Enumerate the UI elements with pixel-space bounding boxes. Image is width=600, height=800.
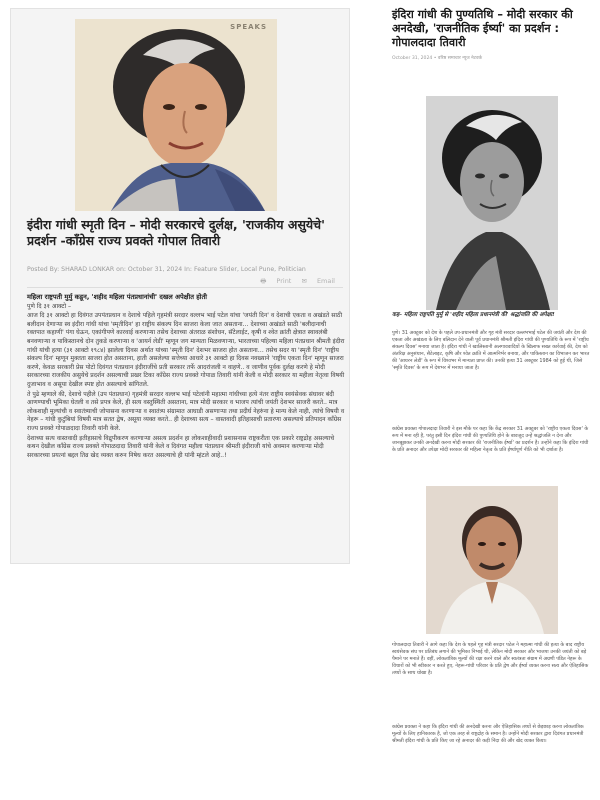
paragraph-1: आज दि ३१ आक्टो हा दिवंगत उपपंतप्रधान व देशाचे पहिले गृहमंत्री सरदार वल्लभ भाई पटेल यांचा 'जयंती दिन' व देशाची एकता व अखंडते साठी बलीदान देणाऱ्या स्व इंदीरा गांधी यांचा 'स्मृतीदिन' हा राष्ट्रीय संकल्प दिन साजरा केला जात असताना… देशाच्या अखंडते साठी 'बलीदानाची रक्तपात कहाणी' पंगा घेऊन, एकांगीपणे कारवाई करणाऱ्या तसेच देशाच्या अंतराळ संशोधन, सॅटेलाईट, कृषी व श्वेत क्रांती क्षेत्रात स्वावलंबी बनवणाऱ्या व पाकिस्तानचे दोन तुकडे करणाऱ्या व 'आयर्न लेडी' म्हणून जग मान्यता मिळवणाऱ्या, भारताच्या पहिल्या महिला पंतप्रधान श्रीमती इंदीरा गांधी यांची हत्या (३१ आक्टो १९८४) झालेला दिवस अर्थात यांच्या 'स्मृती दिन' देशभर साजरा होत असताना… तसेच सदर या 'स्मृती दिन' 'राष्ट्रीय संकल्प दिन' म्हणून मुक्तता साजरा होत असताना, हाती असलेल्या सत्तेच्या आधारे ३१ आक्टो हा दिवस नवख्याने 'राष्ट्रीय एकता दिन' म्हणून साजरा करणे, केवळ सरकारी प्रेस पोटो दिवंगत पंतप्रधान इंदीराजींचे प्रती सरकार तर्फे आदरांजली न वाहणे.. व जाणीव पूर्वक दुर्लक्ष करणे हे मोदी सरकारच्या राजकीय असुयेचे प्रदर्शन असल्याची प्रखर टिका कॉंग्रेस राज्य प्रवक्ते गोपाळ तिवारी यांनी केली व मोदी सरकार या महीला नेतृत्वा विषयी दुजाभाव व असूया देखील स्पष्ट होत असल्याचे सांगितले.	[27, 312, 345, 388]
article-meta	[27, 266, 343, 273]
hindi-paragraph-1: पुणे। 31 अक्टूबर को देश के पहले उप-प्रधानमंत्री और गृह मंत्री सरदार वल्लभभाई पटेल की जयंती और देश की एकता और अखंडता के लिए बलिदान देने वाली पूर्व प्रधानमंत्री श्रीमती इंदिरा गांधी की पुण्यतिथि के रूप में 'राष्ट्रीय संकल्प दिवस' मनाया जाता है। इंदिरा गांधी ने खालिस्तानी अलगाववादियों के खिलाफ सख्त कार्रवाई की, देश को अंतरिक्ष अनुसंधान, सैटेलाइट, कृषि और श्वेत क्रांति में आत्मनिर्भर बनाया, और पाकिस्तान का विभाजन कर भारत की 'आयरन लेडी' के रूप में विश्वभर में मान्यता प्राप्त की। उनकी हत्या 31 अक्टूबर 1984 को हुई थी, जिसे 'स्मृति दिवस' के रूप में देशभर में मनाया जाता है।	[392, 330, 590, 372]
post-date: on: October 31, 2024	[116, 266, 183, 273]
posted-by[interactable]: Posted By: SHARAD LONKAR	[27, 266, 115, 273]
post-category[interactable]: In: Feature Slider, Local Pune, Politician	[184, 266, 306, 273]
article-title[interactable]: इंदीरा गांधी स्मृती दिन – मोदी सरकारचे दुर्लक्ष, 'राजकीय असुयेचे' प्रदर्शन -कॉंग्रेस राज्य प्रवक्ते गोपाल तिवारी	[27, 217, 325, 248]
hindi-paragraph-2: कांग्रेस प्रवक्ता गोपालदादा तिवारी ने इस मौके पर कहा कि केंद्र सरकार 31 अक्टूबर को 'राष्ट्रीय एकता दिवस' के रूप में मना रही है, परंतु इसी दिन इंदिरा गांधी की पुण्यतिथि होने के बावजूद उन्हें श्रद्धांजलि न देना और जानबूझकर उनकी अनदेखी करना मोदी सरकार की 'राजनीतिक ईर्ष्या' का प्रदर्शन है। उन्होंने कहा कि इंदिरा गांधी के प्रति अनादर और उपेक्षा मोदी सरकार की महिला नेतृत्व के प्रति ईर्ष्यापूर्ण नीति को भी दर्शाता है।	[392, 426, 589, 454]
hindi-paragraph-3: गोपालदादा तिवारी ने आगे कहा कि देश के पहले गृह मंत्री सरदार पटेल ने महात्मा गांधी की हत्या के बाद राष्ट्रीय स्वयंसेवक संघ पर प्रतिबंध लगाने की भूमिका निभाई थी, लेकिन मोदी सरकार और भाजपा उनकी जयंती को बड़े पैमाने पर मनाते हैं। वहीं, लोकतांत्रिक मूल्यों की रक्षा करने वाले और स्वतंत्रता संग्राम में अग्रणी पंडित नेहरू के विचारों को भी स्वीकार न करते हुए, नेहरू-गांधी परिवार के प्रति द्वेष और ईर्ष्या व्यक्त करना सत्य और ऐतिहासिक तथ्यों के साथ धोखा है।	[392, 642, 589, 677]
print-label: Print	[276, 277, 292, 285]
paragraph-3: देशाच्या सत्य वास्तवादी इतीहासाचे विद्रुपीकरण करणाऱ्या असत्य प्रदर्शन हा लोकशाहीवादी प्रशासनास राष्ट्रकरीता एक प्रकारे राष्ट्रद्रोह असल्याचे कथन देखील कॉंग्रेस राज्य प्रवक्ते गोपाळदादा तिवारी यांनी केले व दिवंगत महीला पंतप्रधान श्रीमती इंदीराजी यांचे अवमान करणाऱ्या मोदी सरकारच्या प्रयत्नां बद्दल तिव्र खेद व्यक्त करुन निषेध करत असल्याचे ही यांनी म्हंटले आहे..!	[27, 434, 335, 459]
divider	[27, 287, 343, 288]
photo-caption: कह– महिला राष्ट्रपति मुर्मु से 'शहीद महिला प्रधानमंत्री की' श्रद्धांजलि की अपेक्षा!	[392, 312, 555, 318]
email-link[interactable]: ✉ Email	[301, 277, 335, 285]
marathi-article-card	[10, 8, 350, 564]
paragraph-2: ते पुढे म्हणाले की, देशाचे पहीले (उप पंतप्रधान) गृहमंत्री सरदार वल्लभ भाई पटेलांनी महात्मा गांधीच्या हत्ये नंतर राष्ट्रीय स्वयंसेवक संघावर बंदी आणण्याची भूमिका घेतली व तसे प्रपत्र केले, ही सत्य वस्तुस्थिती असताना, मात्र मोदी सरकार व भाजप त्यांची जयंती देशभर साजरी करते.. मात्र लोकशाही मुल्यांची व स्वातंत्र्याची जोपासना करणाऱ्या व स्वातंत्र्य संग्रामात आघाडी असणाऱ्या तथा प्रदीर्घ नेहरुंना हे मान्य केले नाही, त्यांचे विषयी व नेहरू – गांधी कुटुंबियां विषयी मात्र सतत द्वेष, असूया व्यक्त करते.. ही देशाच्या सत्य – वास्तवादी इतिहासाची प्रतारणा असल्याचे प्रतिपादन कॉंग्रेस राज्य प्रवक्ते गोपाळदादा तिवारी यांनी केले.	[27, 390, 345, 432]
article-body	[27, 293, 345, 461]
hindi-article-meta: October 31, 2024 • वरिष्ठ समाचार न्यूज नेटवर्क	[392, 56, 483, 61]
indira-gandhi-color-photo	[75, 19, 277, 211]
image-watermark: SPEAKS	[230, 23, 267, 31]
dateline: पुणे दि ३१ आक्टो –	[27, 302, 72, 310]
hindi-article	[392, 8, 592, 745]
indira-gandhi-bw-photo	[426, 96, 558, 310]
hindi-article-title[interactable]: इंदिरा गांधी की पुण्यतिथि – मोदी सरकार की अनदेखी, 'राजनीतिक ईर्ष्या' का प्रदर्शन : गोपालदादा तिवारी	[392, 8, 573, 49]
print-link[interactable]: 🖶 Print	[260, 277, 292, 285]
email-label: Email	[316, 277, 335, 285]
gopaldada-tiwari-photo	[426, 486, 558, 634]
lead-line: महिला राष्ट्रपती मुर्मु कडून, 'शहीद महिला पंतप्रधानांची' दखल अपेक्षीत होती	[27, 293, 207, 301]
hindi-paragraph-4: कांग्रेस प्रवक्ता ने कहा कि इंदिरा गांधी की अनदेखी करना और ऐतिहासिक तथ्यों से छेड़छाड़ करना लोकतांत्रिक मूल्यों के लिए हानिकारक है, जो एक तरह से राष्ट्रद्रोह के समान है। उन्होंने मोदी सरकार द्वारा दिवंगत प्रधानमंत्री श्रीमती इंदिरा गांधी के प्रति किए जा रहे अनादर की कड़ी निंदा की और खेद व्यक्त किया।	[392, 724, 584, 745]
